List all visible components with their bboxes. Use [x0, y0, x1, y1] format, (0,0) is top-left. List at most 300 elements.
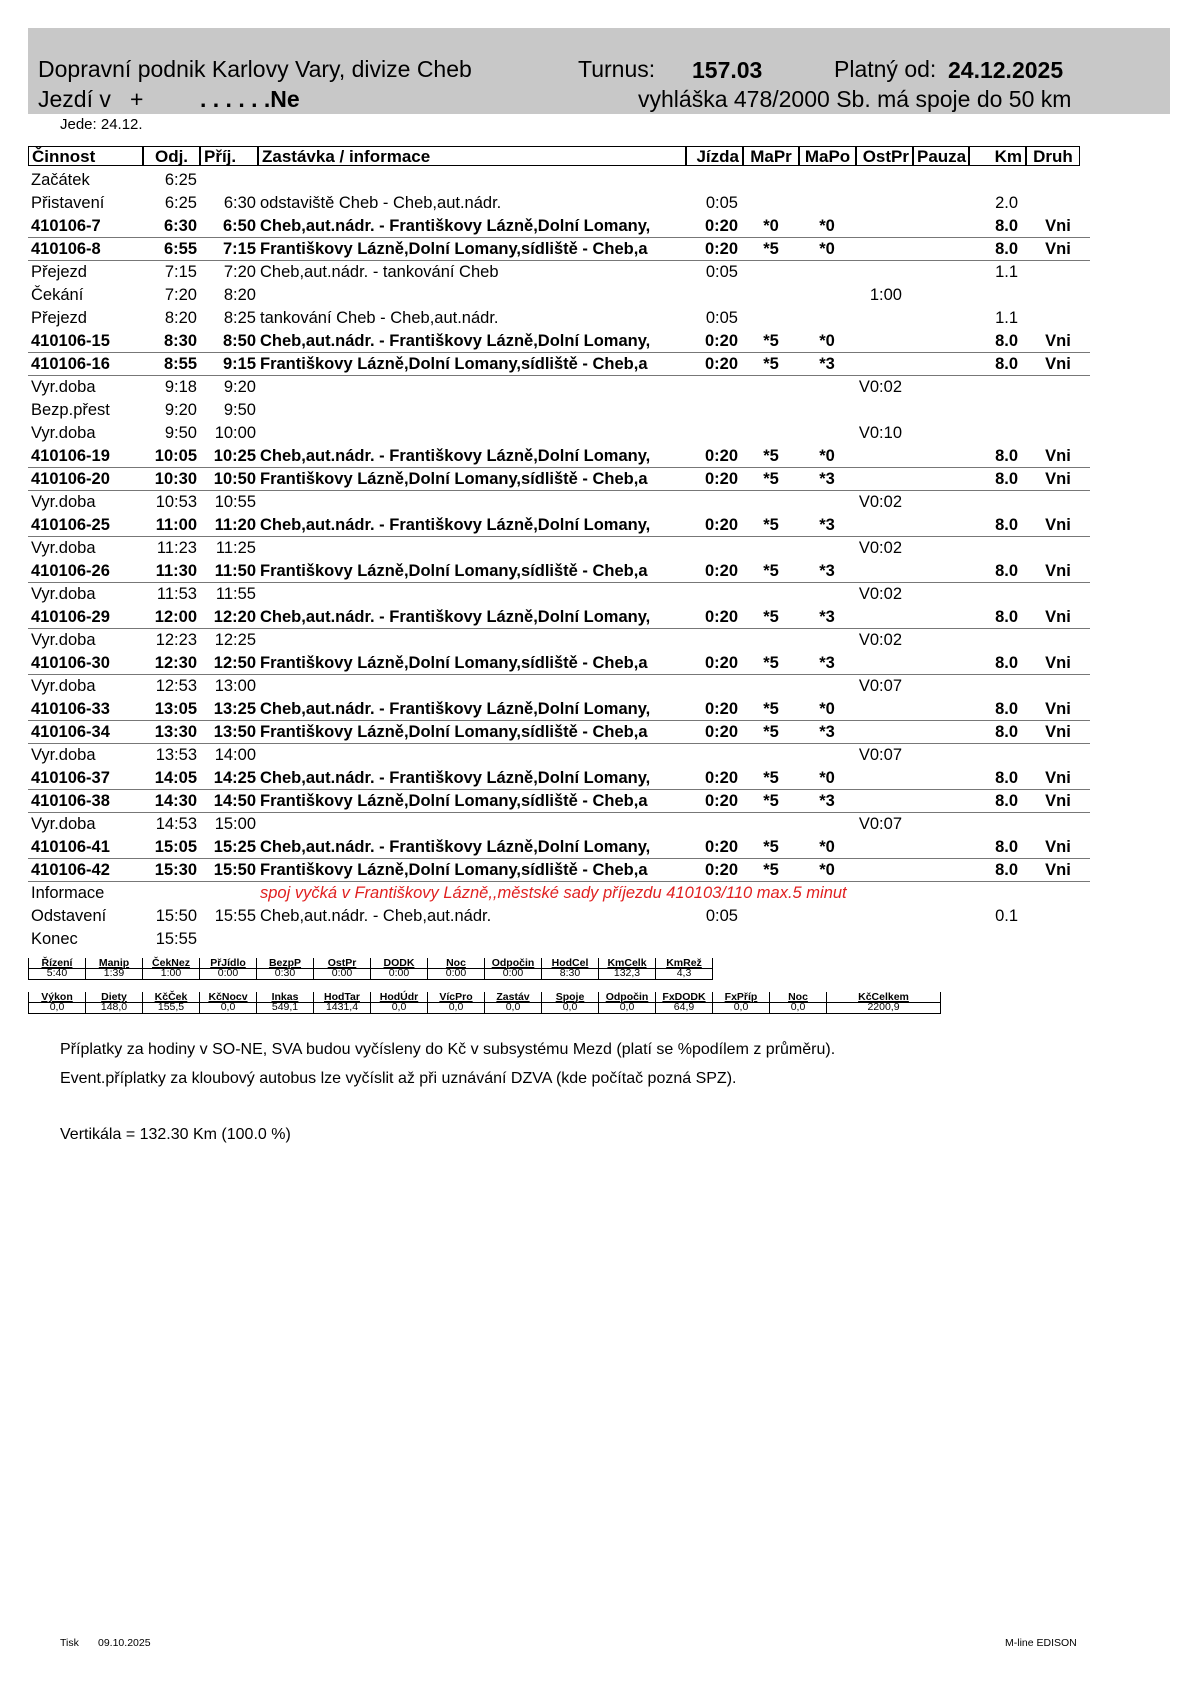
cell-prij: 8:20 [223, 286, 256, 304]
summary-label: Odpočin [491, 957, 535, 969]
col-mapo: MaPo [799, 146, 856, 166]
table-row [28, 652, 1090, 675]
summary-label: Řízení [41, 957, 73, 969]
cell-druh: Vni [1045, 332, 1071, 350]
col-druh: Druh [1026, 146, 1080, 166]
table-body [28, 169, 1090, 951]
cell-km: 8.0 [995, 792, 1018, 810]
cell-jizda: 0:20 [704, 654, 738, 672]
summary-label: Noc [788, 991, 808, 1003]
summary-value: 4,3 [676, 967, 692, 979]
cell-km: 8.0 [995, 838, 1018, 856]
summary-label: Noc [446, 957, 466, 969]
cell-odj: 12:23 [155, 631, 197, 649]
summary-cell [28, 958, 85, 980]
summary-label: KčČek [154, 991, 188, 1003]
cell-cinnost: Vyr.doba [31, 677, 96, 695]
summary-label: Výkon [41, 991, 73, 1003]
cell-mapo: *3 [819, 516, 835, 534]
cell-odj: 8:30 [163, 332, 197, 350]
cell-mapo: *0 [819, 700, 835, 718]
cell-jizda: 0:20 [704, 700, 738, 718]
cell-mapo: *0 [819, 838, 835, 856]
cell-prij: 11:20 [214, 516, 256, 534]
cell-cinnost: 410106-25 [31, 516, 110, 534]
cell-zastavka: Cheb,aut.nádr. - Františkovy Lázně,Dolní Lomany, [260, 516, 651, 534]
cell-mapr: *5 [763, 332, 779, 350]
cell-druh: Vni [1045, 562, 1071, 580]
table-row [28, 882, 1090, 905]
cell-jizda: 0:20 [704, 516, 738, 534]
cell-mapo: *3 [819, 723, 835, 741]
table-row [28, 353, 1090, 376]
summary-value: 0,0 [391, 1001, 407, 1013]
cell-prij: 9:20 [223, 378, 256, 396]
cell-km: 8.0 [995, 723, 1018, 741]
summary-label: KmCelk [607, 957, 647, 969]
cell-zastavka: Františkovy Lázně,Dolní Lomany,sídliště - Cheb,a [260, 654, 648, 672]
cell-jizda: 0:20 [704, 470, 738, 488]
summary-value: 0:30 [274, 967, 296, 979]
cell-druh: Vni [1045, 792, 1071, 810]
cell-druh: Vni [1045, 240, 1071, 258]
cell-cinnost: Vyr.doba [31, 424, 96, 442]
cell-zastavka: Františkovy Lázně,Dolní Lomany,sídliště - Cheb,a [260, 470, 648, 488]
summary-divider [28, 968, 712, 969]
cell-pauza: V0:07 [858, 677, 902, 695]
table-row [28, 238, 1090, 261]
cell-mapr: *5 [763, 861, 779, 879]
print-label: Tisk [60, 1637, 79, 1649]
cell-mapo: *3 [819, 654, 835, 672]
cell-odj: 15:05 [154, 838, 197, 856]
table-row [28, 606, 1090, 629]
cell-zastavka: Františkovy Lázně,Dolní Lomany,sídliště - Cheb,a [260, 355, 648, 373]
cell-prij: 7:20 [223, 263, 256, 281]
col-mapr: MaPr [743, 146, 799, 166]
summary-value: 8:30 [559, 967, 581, 979]
cell-km: 8.0 [995, 217, 1018, 235]
cell-mapr: *5 [763, 700, 779, 718]
cell-odj: 6:25 [164, 194, 197, 212]
cell-odj: 11:30 [155, 562, 197, 580]
cell-jizda: 0:20 [704, 769, 738, 787]
cell-cinnost: Vyr.doba [31, 585, 96, 603]
table-row [28, 560, 1090, 583]
cell-cinnost: Začátek [31, 171, 90, 189]
cell-odj: 12:53 [155, 677, 197, 695]
cell-jizda: 0:20 [704, 861, 738, 879]
cell-mapr: *5 [763, 723, 779, 741]
jede-date: Jede: 24.12. [60, 116, 143, 133]
company-name: Dopravní podnik Karlovy Vary, divize Cheb [38, 56, 472, 82]
table-row [28, 399, 1090, 422]
summary-value: 148,0 [100, 1001, 128, 1013]
cell-km: 0.1 [995, 907, 1018, 925]
jezdi-label: Jezdí v [38, 86, 111, 112]
cell-druh: Vni [1045, 654, 1071, 672]
summary-cell [712, 992, 769, 1014]
cell-druh: Vni [1045, 700, 1071, 718]
cell-pauza: V0:02 [858, 378, 902, 396]
cell-cinnost: 410106-29 [31, 608, 110, 626]
cell-mapr: *5 [763, 608, 779, 626]
summary-value: 0,0 [505, 1001, 521, 1013]
table-row [28, 422, 1090, 445]
cell-mapr: *5 [763, 470, 779, 488]
summary-cell [199, 992, 256, 1014]
table-row [28, 790, 1090, 813]
table-row [28, 813, 1090, 836]
summary-cell [313, 958, 370, 980]
cell-prij: 14:25 [213, 769, 256, 787]
cell-odj: 15:55 [155, 930, 197, 948]
cell-odj: 10:30 [154, 470, 197, 488]
cell-km: 8.0 [995, 355, 1018, 373]
cell-km: 8.0 [995, 861, 1018, 879]
cell-mapo: *0 [819, 447, 835, 465]
cell-km: 1.1 [995, 309, 1018, 327]
cell-zastavka: Františkovy Lázně,Dolní Lomany,sídliště - Cheb,a [260, 723, 648, 741]
cell-druh: Vni [1045, 838, 1071, 856]
cell-odj: 9:18 [164, 378, 197, 396]
summary-value: 0:00 [388, 967, 410, 979]
table-row [28, 928, 1090, 951]
summary-value: 0,0 [562, 1001, 578, 1013]
cell-cinnost: Vyr.doba [31, 815, 96, 833]
cell-mapr: *5 [763, 769, 779, 787]
table-row [28, 583, 1090, 606]
cell-mapo: *3 [819, 562, 835, 580]
summary-cell [541, 992, 598, 1014]
table-row [28, 261, 1090, 284]
cell-zastavka: Cheb,aut.nádr. - tankování Cheb [260, 263, 499, 281]
turnus-value: 157.03 [692, 57, 763, 83]
cell-prij: 8:25 [223, 309, 256, 327]
table-row [28, 767, 1090, 790]
cell-mapr: *5 [763, 838, 779, 856]
cell-zastavka: Cheb,aut.nádr. - Františkovy Lázně,Dolní Lomany, [260, 447, 651, 465]
summary-label: DODK [383, 957, 415, 969]
jezdi-plus: + [130, 86, 144, 112]
cell-jizda: 0:20 [704, 447, 738, 465]
summary-label: Diety [101, 991, 127, 1003]
cell-cinnost: Vyr.doba [31, 378, 96, 396]
col-odj: Odj. [143, 146, 200, 166]
summary-value: 0,0 [49, 1001, 65, 1013]
cell-odj: 13:05 [154, 700, 197, 718]
cell-zastavka: Cheb,aut.nádr. - Františkovy Lázně,Dolní Lomany, [260, 608, 651, 626]
cell-cinnost: 410106-19 [31, 447, 110, 465]
cell-cinnost: 410106-16 [31, 355, 110, 373]
cell-odj: 7:20 [164, 286, 197, 304]
cell-odj: 11:23 [156, 539, 197, 557]
table-header [28, 145, 1090, 169]
cell-cinnost: 410106-42 [31, 861, 110, 879]
summary-value: 1:00 [160, 967, 182, 979]
summary-label: HodÚdr [379, 991, 419, 1003]
table-row [28, 376, 1090, 399]
cell-mapo: *0 [819, 240, 835, 258]
cell-prij: 12:50 [213, 654, 256, 672]
cell-jizda: 0:05 [705, 309, 738, 327]
summary-label: ČekNez [152, 957, 190, 969]
cell-km: 8.0 [995, 516, 1018, 534]
cell-jizda: 0:20 [704, 792, 738, 810]
cell-cinnost: 410106-38 [31, 792, 110, 810]
cell-odj: 14:30 [154, 792, 197, 810]
cell-odj: 7:15 [164, 263, 197, 281]
cell-druh: Vni [1045, 769, 1071, 787]
cell-zastavka: Cheb,aut.nádr. - Františkovy Lázně,Dolní Lomany, [260, 332, 651, 350]
table-row [28, 445, 1090, 468]
cell-odj: 11:00 [155, 516, 197, 534]
cell-jizda: 0:20 [704, 332, 738, 350]
cell-odj: 6:55 [163, 240, 197, 258]
cell-odj: 13:53 [155, 746, 197, 764]
cell-cinnost: 410106-7 [31, 217, 101, 235]
summary-label: BezpP [268, 957, 302, 969]
jezdi-value: . . . . . .Ne [200, 86, 300, 112]
cell-pauza: 1:00 [869, 286, 902, 304]
col-pauza: Pauza [913, 146, 969, 166]
summary-value: 5:40 [46, 967, 68, 979]
table-row [28, 307, 1090, 330]
cell-prij: 13:00 [214, 677, 256, 695]
summary-label: Manip [98, 957, 130, 969]
cell-jizda: 0:20 [704, 355, 738, 373]
summary-value: 2200,9 [867, 1001, 900, 1013]
cell-prij: 12:20 [213, 608, 256, 626]
cell-km: 8.0 [995, 608, 1018, 626]
table-row [28, 675, 1090, 698]
cell-zastavka: Františkovy Lázně,Dolní Lomany,sídliště - Cheb,a [260, 861, 648, 879]
cell-cinnost: Bezp.přest [31, 401, 110, 419]
table-row [28, 698, 1090, 721]
cell-cinnost: Vyr.doba [31, 746, 96, 764]
vyhlaska-note: vyhláška 478/2000 Sb. má spoje do 50 km [638, 86, 1072, 112]
summary-cell [655, 992, 712, 1014]
cell-km: 8.0 [995, 447, 1018, 465]
summary-value: 0,0 [619, 1001, 635, 1013]
cell-odj: 9:50 [164, 424, 197, 442]
cell-odj: 6:30 [163, 217, 197, 235]
cell-druh: Vni [1045, 470, 1071, 488]
cell-odj: 8:20 [164, 309, 197, 327]
note-articulated-bus: Event.příplatky za kloubový autobus lze vyčíslit až při uznávání DZVA (kde počítač pozná SPZ). [60, 1070, 737, 1087]
print-date: 09.10.2025 [98, 1637, 151, 1649]
summary-cell [142, 958, 199, 980]
valid-from-label: Platný od: [834, 56, 937, 82]
summary-label: FxDODK [662, 991, 706, 1003]
cell-km: 8.0 [995, 470, 1018, 488]
summary-border [712, 958, 713, 980]
cell-prij: 14:00 [214, 746, 256, 764]
cell-prij: 15:50 [213, 861, 256, 879]
cell-zastavka: tankování Cheb - Cheb,aut.nádr. [260, 309, 499, 327]
summary-label: KčNocv [208, 991, 248, 1003]
summary-value: 0,0 [733, 1001, 749, 1013]
cell-cinnost: Informace [31, 884, 105, 902]
cell-cinnost: 410106-30 [31, 654, 110, 672]
cell-odj: 10:53 [155, 493, 197, 511]
cell-mapo: *3 [819, 355, 835, 373]
cell-km: 8.0 [995, 332, 1018, 350]
cell-prij: 9:50 [223, 401, 256, 419]
summary-value: 155,5 [157, 1001, 185, 1013]
summary-cell [598, 992, 655, 1014]
cell-jizda: 0:20 [704, 217, 738, 235]
summary-value: 0:00 [445, 967, 467, 979]
summary-bottom-line [28, 1013, 940, 1014]
table-row [28, 330, 1090, 353]
summary-cell [541, 958, 598, 980]
cell-cinnost: Odstavení [31, 907, 107, 925]
cell-odj: 10:05 [154, 447, 197, 465]
cell-cinnost: 410106-37 [31, 769, 110, 787]
cell-zastavka: Františkovy Lázně,Dolní Lomany,sídliště - Cheb,a [260, 562, 648, 580]
table-row [28, 514, 1090, 537]
summary-bottom-line [28, 979, 712, 980]
cell-km: 2.0 [995, 194, 1018, 212]
summary-cell [598, 958, 655, 980]
summary-label: Zastáv [496, 991, 530, 1003]
cell-km: 8.0 [995, 562, 1018, 580]
cell-mapr: *5 [763, 654, 779, 672]
cell-mapr: *5 [763, 516, 779, 534]
cell-pauza: V0:02 [858, 493, 902, 511]
summary-label: VícPro [439, 991, 473, 1003]
summary-value: 0,0 [220, 1001, 236, 1013]
cell-druh: Vni [1045, 447, 1071, 465]
cell-odj: 12:00 [154, 608, 197, 626]
cell-druh: Vni [1045, 217, 1071, 235]
cell-jizda: 0:20 [704, 562, 738, 580]
col-zastavka: Zastávka / informace [258, 146, 686, 166]
cell-prij: 15:55 [214, 907, 256, 925]
cell-jizda: 0:20 [704, 838, 738, 856]
cell-zastavka: Františkovy Lázně,Dolní Lomany,sídliště - Cheb,a [260, 792, 648, 810]
info-text: spoj vyčká v Františkovy Lázně,,městské sady příjezdu 410103/110 max.5 minut [260, 884, 847, 902]
table-row [28, 859, 1090, 882]
summary-cell [484, 958, 541, 980]
table-row [28, 905, 1090, 928]
cell-prij: 10:55 [214, 493, 256, 511]
table-row [28, 836, 1090, 859]
summary-cell [28, 992, 85, 1014]
cell-pauza: V0:02 [858, 585, 902, 603]
cell-mapo: *3 [819, 470, 835, 488]
cell-mapr: *5 [763, 355, 779, 373]
cell-zastavka: Cheb,aut.nádr. - Františkovy Lázně,Dolní Lomany, [260, 217, 651, 235]
cell-cinnost: Vyr.doba [31, 493, 96, 511]
cell-prij: 7:15 [222, 240, 256, 258]
table-row [28, 468, 1090, 491]
cell-cinnost: 410106-26 [31, 562, 110, 580]
cell-zastavka: Cheb,aut.nádr. - Františkovy Lázně,Dolní Lomany, [260, 769, 651, 787]
summary-value: 1:39 [103, 967, 125, 979]
cell-odj: 15:30 [154, 861, 197, 879]
summary-cell [427, 958, 484, 980]
cell-prij: 13:25 [213, 700, 256, 718]
cell-prij: 10:00 [214, 424, 256, 442]
summary-cell [85, 992, 142, 1014]
table-row [28, 169, 1090, 192]
table-row [28, 744, 1090, 767]
summary-label: Inkas [271, 991, 299, 1003]
cell-druh: Vni [1045, 608, 1071, 626]
cell-cinnost: 410106-33 [31, 700, 110, 718]
valid-from-value: 24.12.2025 [948, 57, 1064, 83]
summary-label: HodTar [324, 991, 360, 1003]
cell-odj: 6:25 [164, 171, 197, 189]
cell-druh: Vni [1045, 355, 1071, 373]
note-vertikala: Vertikála = 132.30 Km (100.0 %) [60, 1126, 291, 1143]
cell-zastavka: Františkovy Lázně,Dolní Lomany,sídliště - Cheb,a [260, 240, 648, 258]
cell-druh: Vni [1045, 861, 1071, 879]
summary-label: Odpočin [605, 991, 649, 1003]
cell-pauza: V0:10 [858, 424, 902, 442]
cell-pauza: V0:07 [858, 746, 902, 764]
summary-value: 0:00 [502, 967, 524, 979]
summary-cell [655, 958, 712, 980]
cell-prij: 15:25 [213, 838, 256, 856]
cell-km: 8.0 [995, 700, 1018, 718]
note-surcharges: Příplatky za hodiny v SO-NE, SVA budou vyčísleny do Kč v subsystému Mezd (platí se %podílem z průměru). [60, 1041, 836, 1058]
cell-cinnost: Přistavení [31, 194, 105, 212]
cell-cinnost: 410106-15 [31, 332, 110, 350]
cell-odj: 13:30 [154, 723, 197, 741]
cell-mapo: *0 [819, 332, 835, 350]
cell-jizda: 0:20 [704, 723, 738, 741]
cell-km: 8.0 [995, 240, 1018, 258]
cell-km: 8.0 [995, 769, 1018, 787]
cell-prij: 15:00 [214, 815, 256, 833]
summary-value: 0:00 [217, 967, 239, 979]
summary-cell [370, 992, 427, 1014]
summary-divider [28, 1002, 940, 1003]
cell-jizda: 0:05 [705, 194, 738, 212]
summary-cell [256, 992, 313, 1014]
summary-label: PřJídlo [210, 957, 246, 969]
cell-prij: 12:25 [214, 631, 256, 649]
summary-value: 132,3 [613, 967, 641, 979]
summary-value: 64,9 [673, 1001, 695, 1013]
cell-prij: 11:25 [215, 539, 256, 557]
cell-odj: 14:05 [154, 769, 197, 787]
summary-cell [85, 958, 142, 980]
cell-odj: 12:30 [154, 654, 197, 672]
cell-pauza: V0:07 [858, 815, 902, 833]
cell-odj: 8:55 [163, 355, 197, 373]
table-row [28, 721, 1090, 744]
summary-value: 0,0 [448, 1001, 464, 1013]
cell-zastavka: Cheb,aut.nádr. - Františkovy Lázně,Dolní Lomany, [260, 700, 651, 718]
cell-km: 1.1 [995, 263, 1018, 281]
summary-cell [256, 958, 313, 980]
cell-jizda: 0:05 [705, 907, 738, 925]
cell-mapr: *0 [763, 217, 779, 235]
col-km: Km [969, 146, 1026, 166]
summary-cell [370, 958, 427, 980]
cell-mapr: *5 [763, 792, 779, 810]
cell-cinnost: Přejezd [31, 309, 87, 327]
schedule-table [28, 145, 1090, 951]
col-ostpr: OstPr [856, 146, 913, 166]
col-jizda: Jízda [686, 146, 743, 166]
cell-prij: 9:15 [222, 355, 256, 373]
cell-cinnost: Čekání [31, 286, 84, 304]
